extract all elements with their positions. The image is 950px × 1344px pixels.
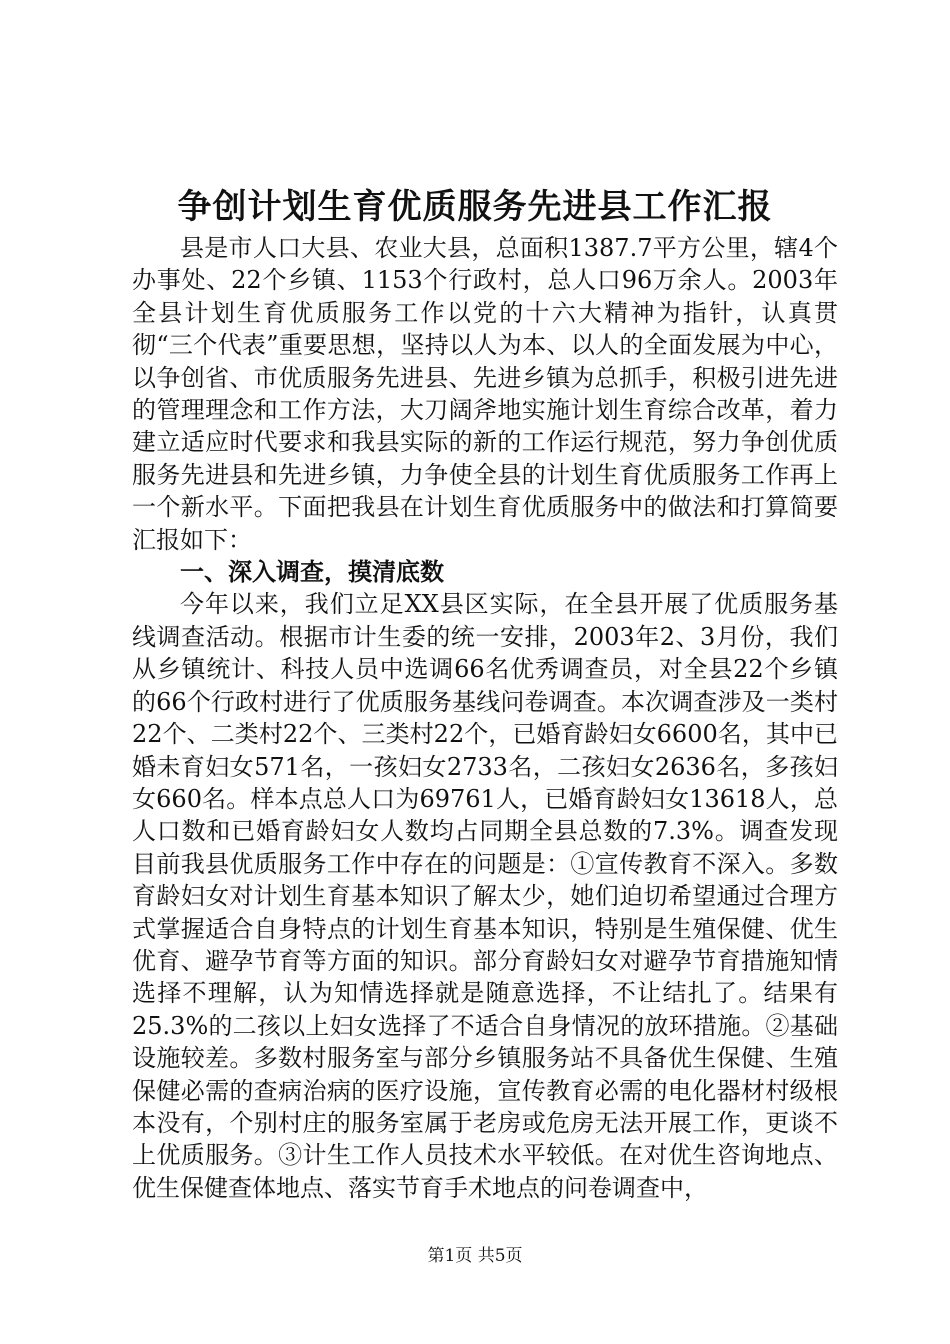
intro-paragraph: 县是市人口大县、农业大县，总面积1387.7平方公里，辖4个办事处、22个乡镇、1153个行政村，总人口96万余人。2003年全县计划生育优质服务工作以党的十六大精神为指针，认真贯彻“三个代表”重要思想，坚持以人为本、以人的全面发展为中心，以争创省、市优质服务先进县、先进乡镇为总抓手，积极引进先进的管理理念和工作方法，大刀阔斧地实施计划生育综合改革，着力建立适应时代要求和我县实际的新的工作运行规范，努力争创优质服务先进县和先进乡镇，力争使全县的计划生育优质服务工作再上一个新水平。下面把我县在计划生育优质服务中的做法和打算简要汇报如下： bbox=[132, 234, 838, 554]
survey-paragraph: 今年以来，我们立足XX县区实际，在全县开展了优质服务基线调查活动。根据市计生委的统一安排，2003年2、3月份，我们从乡镇统计、科技人员中选调66名优秀调查员，对全县22个乡镇的66个行政村进行了优质服务基线问卷调查。本次调查涉及一类村22个、二类村22个、三类村22个，已婚育龄妇女6600名，其中已婚未育妇女571名，一孩妇女2733名，二孩妇女2636名，多孩妇女660名。样本点总人口为69761人，已婚育龄妇女13618人，总人口数和已婚育龄妇女人数均占同期全县总数的7.3%。调查发现目前我县优质服务工作中存在的问题是：①宣传教育不深入。多数育龄妇女对计划生育基本知识了解太少，她们迫切希望通过合理方式掌握适合自身特点的计划生育基本知识，特别是生殖保健、优生优育、避孕节育等方面的知识。部分育龄妇女对避孕节育措施知情选择不理解，认为知情选择就是随意选择，不让结扎了。结果有25.3%的二孩以上妇女选择了不适合自身情况的放环措施。②基础设施较差。多数村服务室与部分乡镇服务站不具备优生保健、生殖保健必需的查病治病的医疗设施，宣传教育必需的电化器材村级根本没有，个别村庄的服务室属于老房或危房无法开展工作，更谈不上优质服务。③计生工作人员技术水平较低。在对优生咨询地点、优生保健查体地点、落实节育手术地点的问卷调查中， bbox=[132, 590, 838, 1202]
page-number-footer: 第1页 共5页 bbox=[427, 1246, 523, 1266]
section-heading: 一、深入调查，摸清底数 bbox=[180, 558, 444, 587]
document-body bbox=[132, 232, 838, 1204]
document-title: 争创计划生育优质服务先进县工作汇报 bbox=[177, 187, 773, 227]
